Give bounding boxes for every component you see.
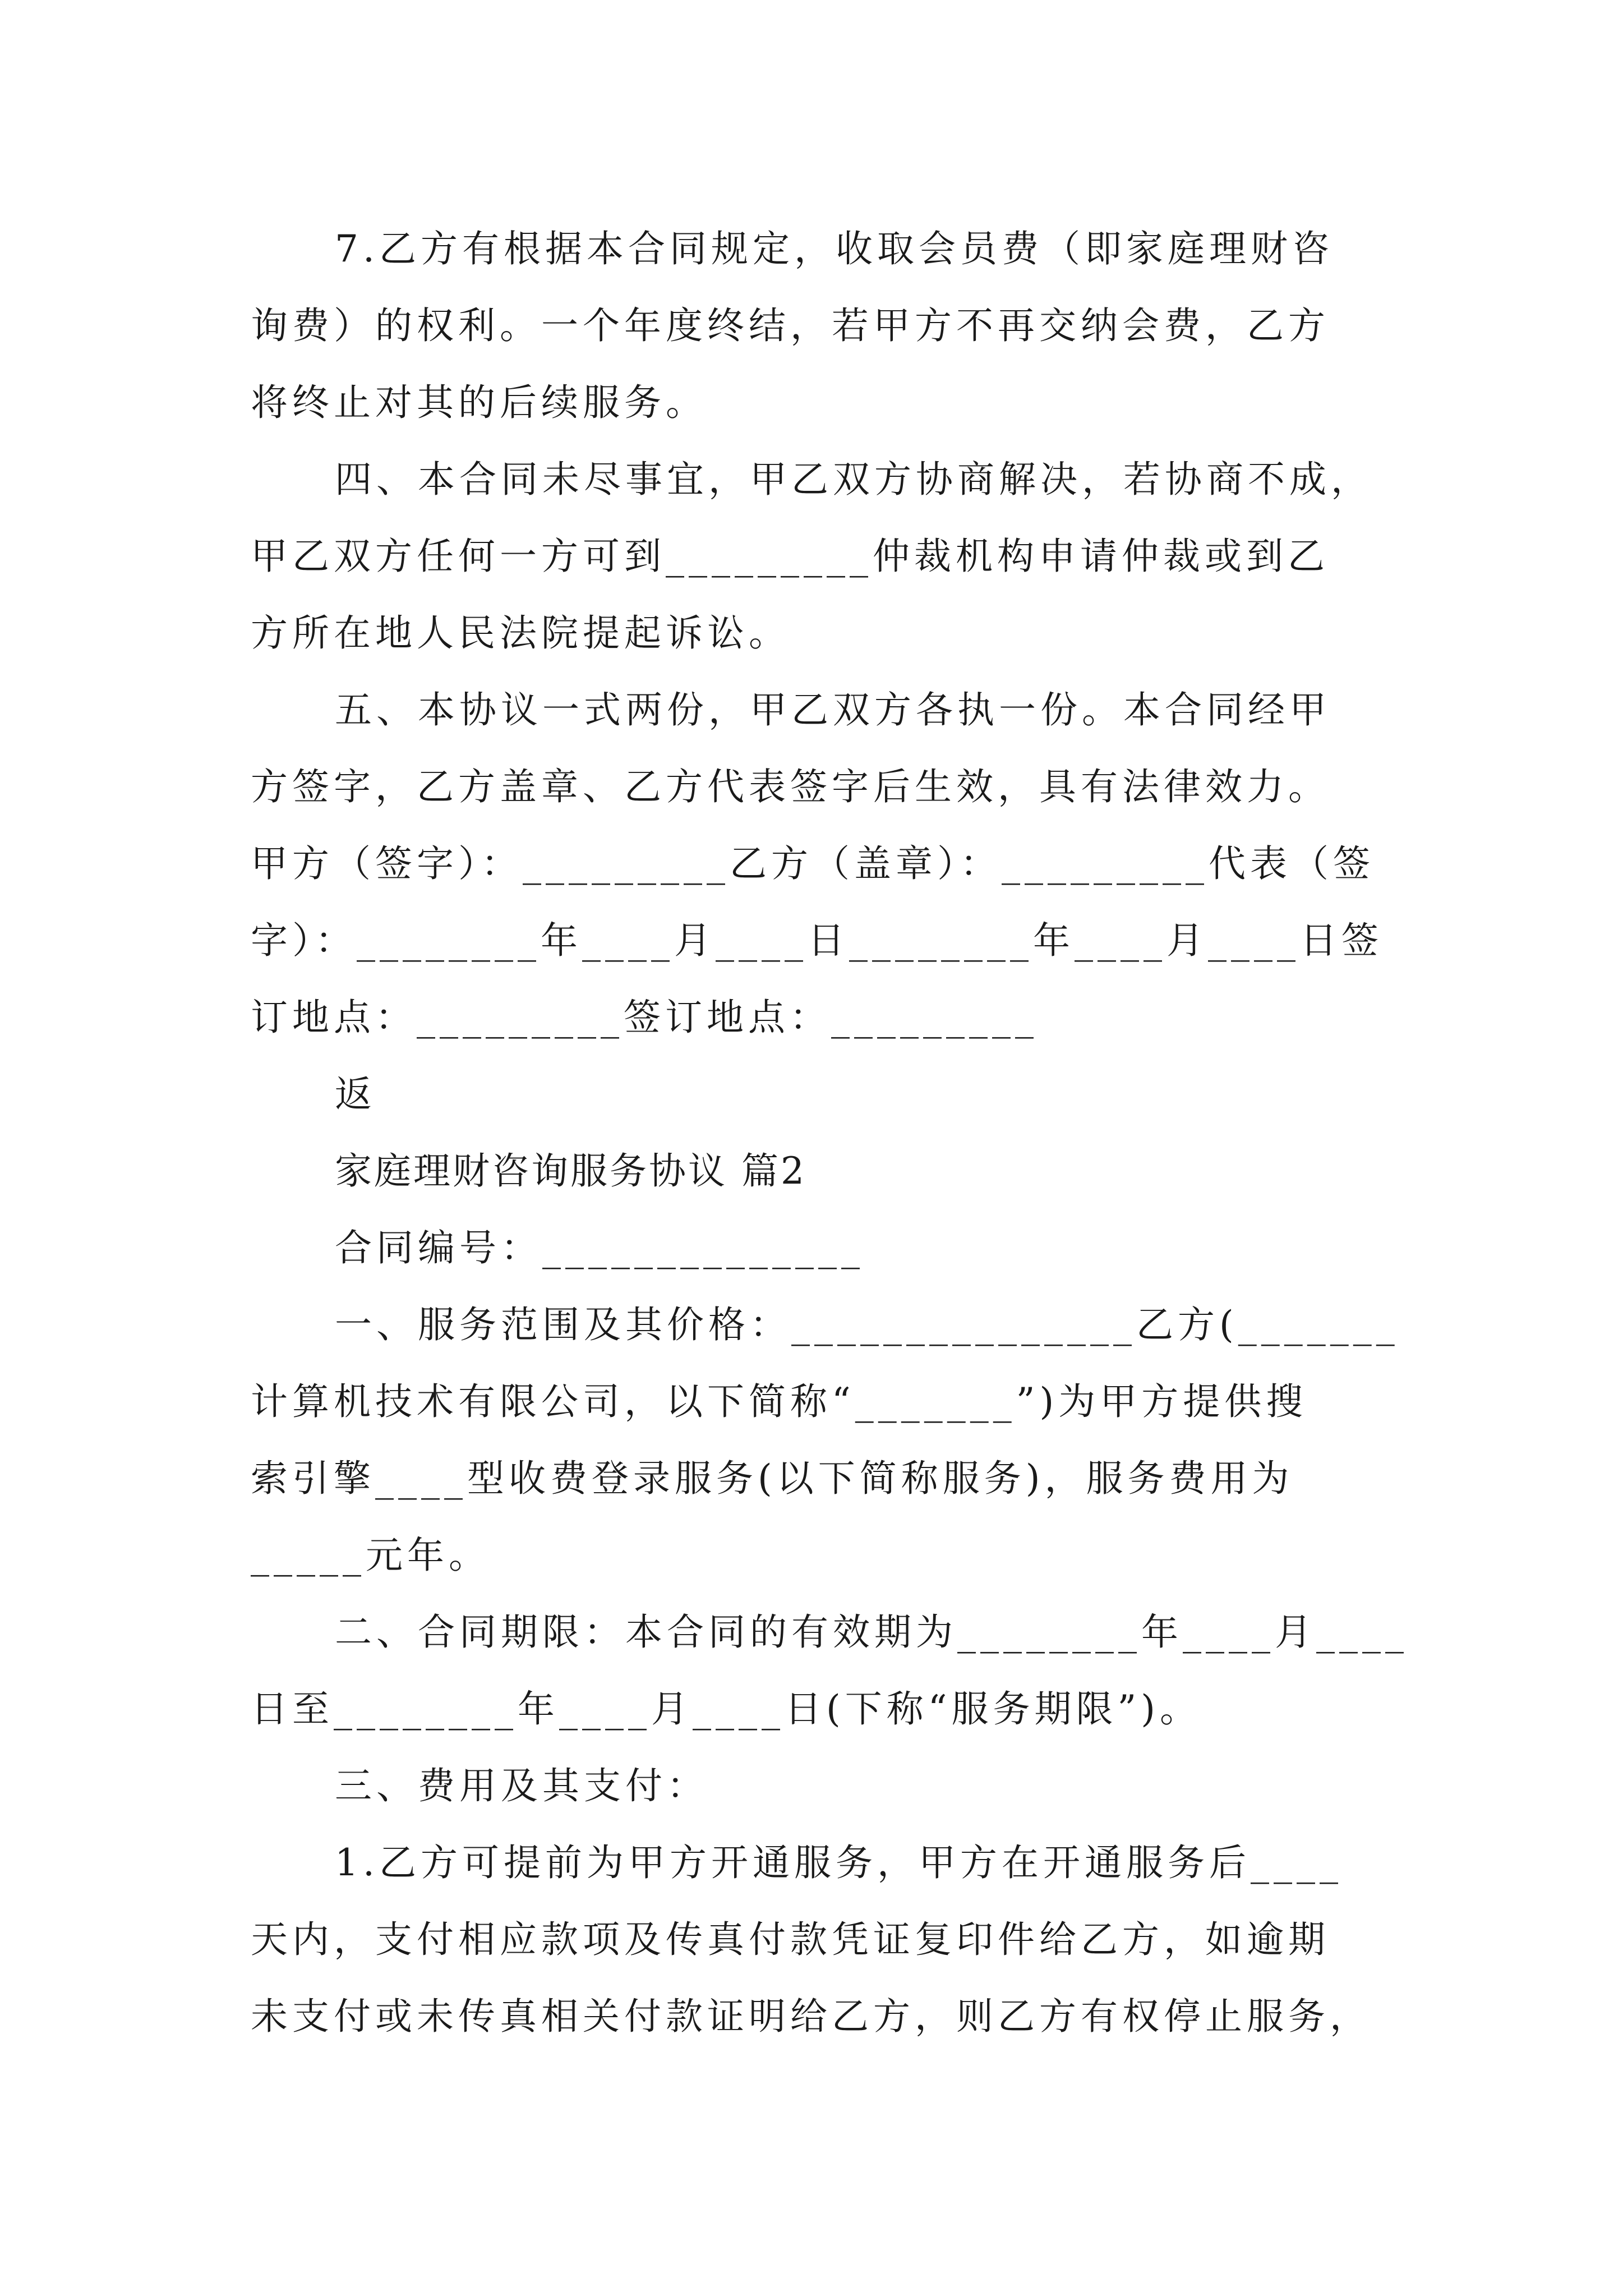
text-line: 甲乙双方任何一方可到_________仲裁机构申请仲裁或到乙 [251,535,1329,578]
section-heading: 家庭理财咨询服务协议 篇2 [335,1149,806,1193]
text-line: 方签字，乙方盖章、乙方代表签字后生效，具有法律效力。 [251,765,1330,808]
text-line: 7.乙方有根据本合同规定，收取会员费（即家庭理财咨 [335,227,1334,270]
text-line: 将终止对其的后续服务。 [251,381,707,424]
text-line: 四、本合同未尽事宜，甲乙双方协商解决，若协商不成， [335,458,1372,501]
document-body [251,210,1408,2055]
text-line: _____元年。 [251,1534,490,1577]
text-line: 询费）的权利。一个年度终结，若甲方不再交纳会费，乙方 [251,304,1330,347]
location-line: 订地点：_________签订地点：_________ [251,996,1038,1039]
text-line: 未支付或未传真相关付款证明给乙方，则乙方有权停止服务， [251,1995,1371,2038]
text-line: 计算机技术有限公司，以下简称“_______”)为甲方提供搜 [251,1380,1308,1423]
date-line: 字）：________年____月____日________年____月____日签 [251,919,1383,962]
signature-line: 甲方（签字）：_________乙方（盖章）：_________代表（签 [251,842,1375,885]
text-line: 索引擎____型收费登录服务(以下简称服务)，服务费用为 [251,1457,1294,1500]
text-line: 日至________年____月____日(下称“服务期限”)。 [251,1687,1201,1731]
text-line: 三、费用及其支付： [335,1764,708,1807]
text-line: 1.乙方可提前为甲方开通服务，甲方在开通服务后____ [335,1841,1343,1884]
contract-number-line: 合同编号：______________ [335,1226,864,1269]
text-line: 五、本协议一式两份，甲乙双方各执一份。本合同经甲 [335,688,1331,731]
return-link-text: 返 [335,1073,376,1116]
text-line: 方所在地人民法院提起诉讼。 [251,611,790,655]
text-line: 一、服务范围及其价格：_______________乙方(_______ [335,1303,1399,1346]
text-line: 天内，支付相应款项及传真付款凭证复印件给乙方，如逾期 [251,1918,1330,1961]
text-line: 二、合同期限：本合同的有效期为________年____月____ [335,1611,1408,1654]
